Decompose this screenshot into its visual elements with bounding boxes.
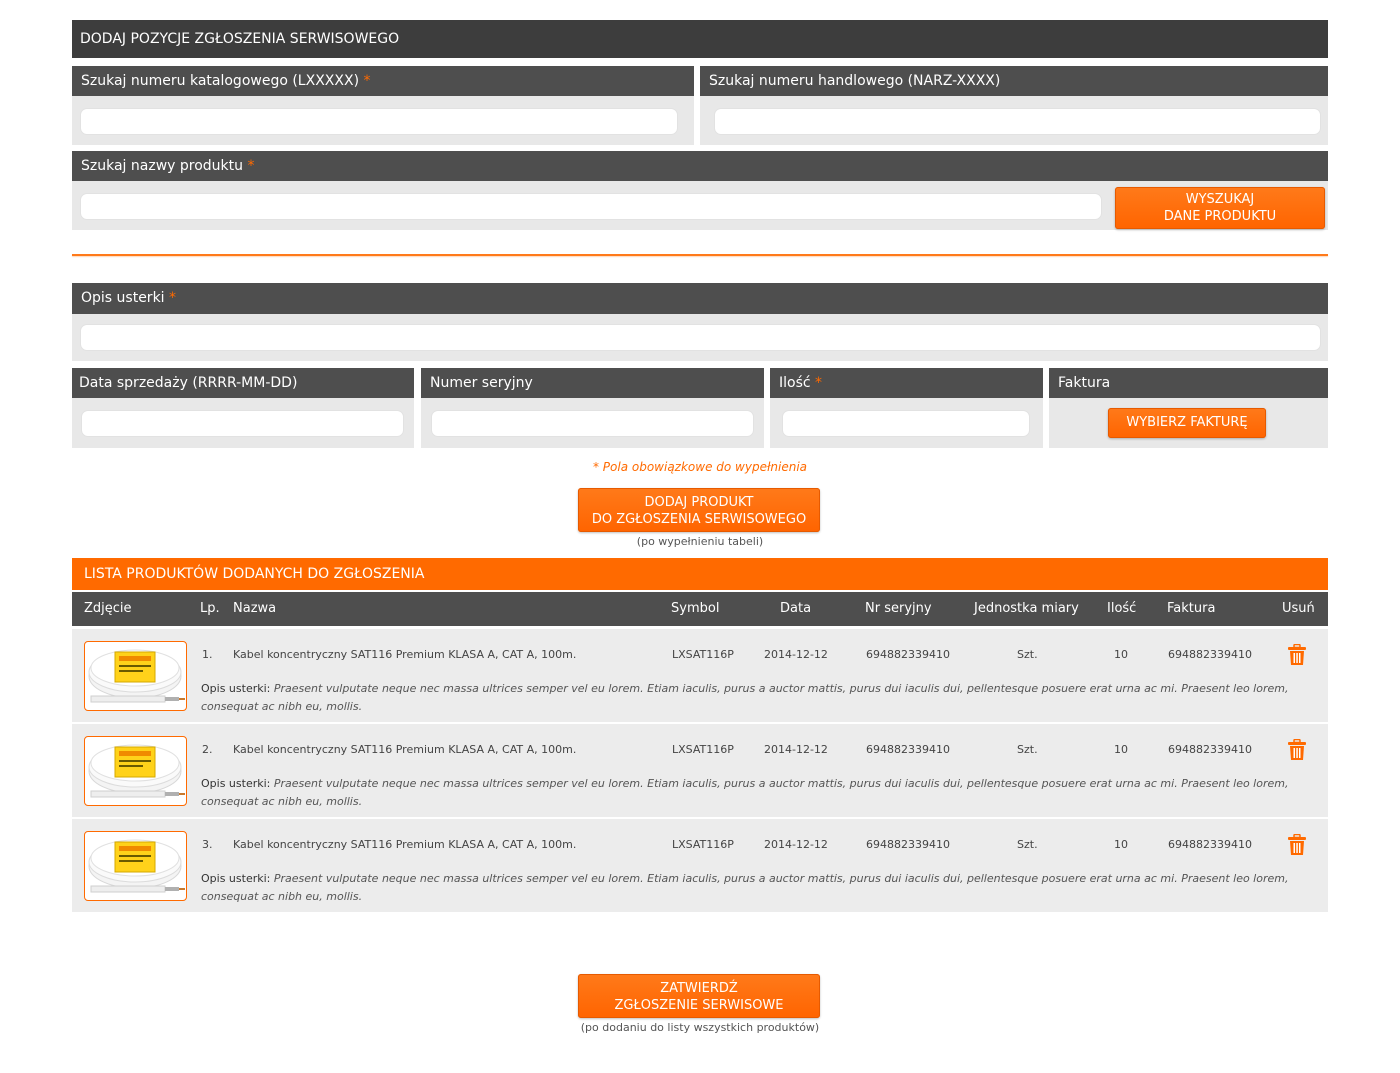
row-date: 2014-12-12	[764, 648, 828, 661]
row-fault-description: Opis usterki: Praesent vulputate neque nec massa ultrices semper vel eu lorem. Etiam iaculis, purus a auctor mattis, purus dui iaculis dui, pellentesque posuere erat urna ac mi. Praesent leo lorem, consequat ac nibh eu, mollis.	[201, 872, 1289, 903]
header-invoice: Faktura	[1167, 601, 1216, 616]
required-note: * Pola obowiązkowe do wypełnienia	[592, 460, 808, 474]
add-button-line2: DO ZGŁOSZENIA SERWISOWEGO	[591, 512, 807, 527]
row-date: 2014-12-12	[764, 743, 828, 756]
submit-button-line2: ZGŁOSZENIE SERWISOWE	[614, 998, 784, 1013]
product-thumbnail	[84, 641, 187, 711]
row-fault-description: Opis usterki: Praesent vulputate neque nec massa ultrices semper vel eu lorem. Etiam iaculis, purus a auctor mattis, purus dui iaculis dui, pellentesque posuere erat urna ac mi. Praesent leo lorem, consequat ac nibh eu, mollis.	[201, 682, 1289, 713]
trade-number-input[interactable]	[714, 108, 1321, 135]
cable-reel-image	[85, 642, 187, 711]
row-date: 2014-12-12	[764, 838, 828, 851]
add-product-note: (po wypełnieniu tabeli)	[636, 535, 764, 548]
product-list-title: LISTA PRODUKTÓW DODANYCH DO ZGŁOSZENIA	[72, 558, 1328, 590]
row-name: Kabel koncentryczny SAT116 Premium KLASA A, CAT A, 100m.	[233, 743, 577, 756]
product-thumbnail	[84, 736, 187, 806]
row-symbol: LXSAT116P	[672, 743, 734, 756]
fault-description-label: Opis usterki *	[72, 283, 1328, 314]
cable-reel-image	[85, 737, 187, 806]
header-unit: Jednostka miary	[974, 601, 1079, 616]
trash-icon[interactable]	[1288, 644, 1306, 666]
divider	[72, 254, 1328, 256]
row-unit: Szt.	[1017, 838, 1038, 851]
row-serial: 694882339410	[866, 743, 950, 756]
product-name-input[interactable]	[80, 193, 1102, 220]
catalog-number-field	[72, 66, 694, 145]
serial-number-input[interactable]	[431, 410, 754, 437]
row-name: Kabel koncentryczny SAT116 Premium KLASA A, CAT A, 100m.	[233, 648, 577, 661]
row-serial: 694882339410	[866, 838, 950, 851]
submit-button-line1: ZATWIERDŹ	[660, 981, 738, 996]
search-button-line2: DANE PRODUKTU	[1163, 209, 1277, 224]
cable-reel-image	[85, 832, 187, 901]
submit-request-button[interactable]	[578, 974, 820, 1018]
submit-note: (po dodaniu do listy wszystkich produktów)	[580, 1021, 820, 1034]
serial-number-field	[421, 368, 764, 448]
form-section-title: DODAJ POZYCJE ZGŁOSZENIA SERWISOWEGO	[72, 20, 1328, 58]
choose-invoice-button[interactable]: WYBIERZ FAKTURĘ	[1108, 408, 1266, 438]
row-symbol: LXSAT116P	[672, 648, 734, 661]
row-qty: 10	[1114, 838, 1128, 851]
invoice-label: Faktura	[1049, 368, 1328, 398]
row-lp: 3.	[202, 838, 213, 851]
table-row	[72, 819, 1328, 912]
header-serial: Nr seryjny	[865, 601, 932, 616]
header-name: Nazwa	[233, 601, 277, 616]
trash-icon[interactable]	[1288, 834, 1306, 856]
row-symbol: LXSAT116P	[672, 838, 734, 851]
add-product-button[interactable]	[578, 488, 820, 532]
row-serial: 694882339410	[866, 648, 950, 661]
product-name-label: Szukaj nazwy produktu *	[72, 151, 1109, 181]
table-row	[72, 724, 1328, 817]
sale-date-label: Data sprzedaży (RRRR-MM-DD)	[72, 368, 414, 398]
row-qty: 10	[1114, 743, 1128, 756]
row-unit: Szt.	[1017, 743, 1038, 756]
table-row	[72, 629, 1328, 722]
row-lp: 2.	[202, 743, 213, 756]
header-lp: Lp.	[200, 601, 220, 616]
row-invoice: 694882339410	[1168, 838, 1252, 851]
row-unit: Szt.	[1017, 648, 1038, 661]
product-thumbnail	[84, 831, 187, 901]
row-qty: 10	[1114, 648, 1128, 661]
header-delete: Usuń	[1282, 601, 1315, 616]
quantity-input[interactable]	[782, 410, 1030, 437]
trade-number-field	[700, 66, 1328, 145]
header-photo: Zdjęcie	[84, 601, 132, 616]
sale-date-input[interactable]	[81, 410, 404, 437]
header-qty: Ilość	[1107, 601, 1137, 616]
trash-icon[interactable]	[1288, 739, 1306, 761]
fault-description-field	[72, 283, 1328, 361]
add-button-line1: DODAJ PRODUKT	[644, 495, 754, 510]
quantity-field	[770, 368, 1043, 448]
row-invoice: 694882339410	[1168, 648, 1252, 661]
row-fault-description: Opis usterki: Praesent vulputate neque nec massa ultrices semper vel eu lorem. Etiam iaculis, purus a auctor mattis, purus dui iaculis dui, pellentesque posuere erat urna ac mi. Praesent leo lorem, consequat ac nibh eu, mollis.	[201, 777, 1289, 808]
search-product-button[interactable]	[1115, 187, 1325, 229]
catalog-number-label: Szukaj numeru katalogowego (LXXXXX) *	[72, 66, 694, 96]
header-date: Data	[780, 601, 812, 616]
quantity-label: Ilość *	[770, 368, 1043, 398]
sale-date-field	[72, 368, 414, 448]
row-name: Kabel koncentryczny SAT116 Premium KLASA A, CAT A, 100m.	[233, 838, 577, 851]
header-symbol: Symbol	[671, 601, 720, 616]
trade-number-label: Szukaj numeru handlowego (NARZ-XXXX)	[700, 66, 1328, 96]
row-invoice: 694882339410	[1168, 743, 1252, 756]
fault-description-input[interactable]	[80, 324, 1321, 351]
product-list-header	[72, 592, 1328, 626]
serial-number-label: Numer seryjny	[421, 368, 764, 398]
row-lp: 1.	[202, 648, 213, 661]
catalog-number-input[interactable]	[80, 108, 678, 135]
search-button-line1: WYSZUKAJ	[1185, 192, 1255, 207]
product-name-field	[72, 151, 1109, 230]
